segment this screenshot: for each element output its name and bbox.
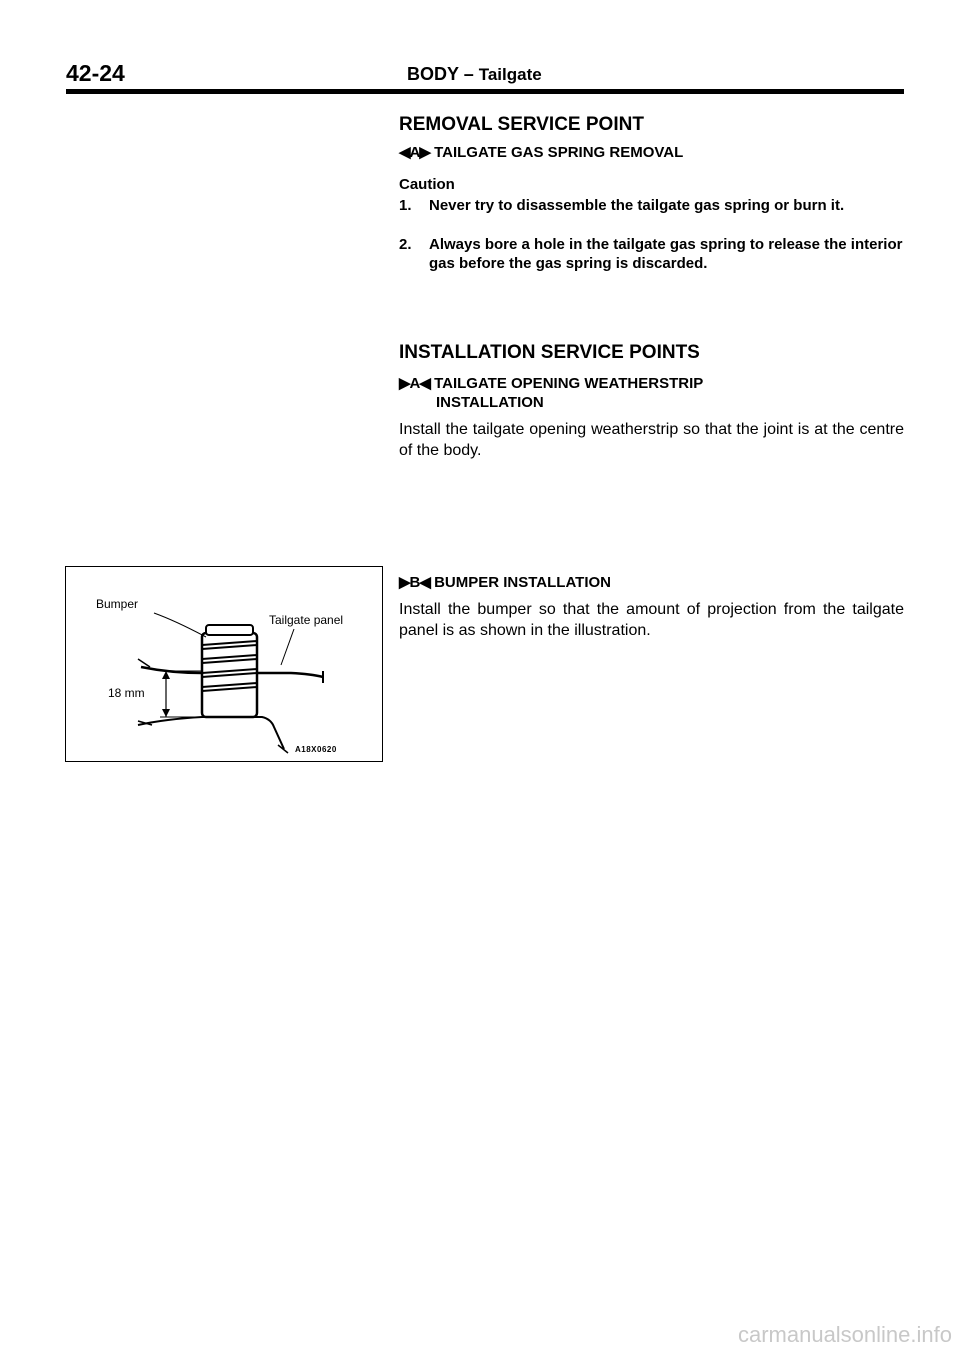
caution-item-number: 2. (399, 236, 412, 253)
caution-item-1 (399, 196, 904, 215)
bumper-cap (206, 625, 253, 635)
figure-code: A18X0620 (295, 745, 337, 754)
weatherstrip-marker: ▶A◀ (399, 375, 430, 392)
weatherstrip-subheading (399, 374, 703, 412)
caution-item-number: 1. (399, 197, 412, 214)
panel-lower-line (138, 717, 284, 749)
caution-item-2 (399, 235, 904, 273)
panel-break-mark-left (138, 659, 150, 667)
header-rule (66, 89, 904, 94)
removal-subheading-text: TAILGATE GAS SPRING REMOVAL (434, 144, 684, 161)
dimension-callout: 18 mm (108, 686, 145, 700)
removal-heading: REMOVAL SERVICE POINT (399, 114, 644, 135)
page-number: 42-24 (66, 60, 125, 86)
subsection-name: Tailgate (478, 65, 542, 84)
caution-item-text: Always bore a hole in the tailgate gas spring to release the interior gas before the gas spring is discarded. (429, 236, 903, 272)
removal-subheading (399, 143, 683, 162)
weatherstrip-subheading-line2: INSTALLATION (436, 394, 544, 411)
bumper-illustration (65, 566, 383, 762)
tailgate-panel-callout: Tailgate panel (269, 613, 344, 627)
bumper-subheading-text: BUMPER INSTALLATION (434, 574, 612, 591)
bumper-subheading (399, 573, 611, 592)
bumper-instruction: Install the bumper so that the amount of projection from the tailgate panel is as shown in the illustration. (399, 601, 904, 639)
removal-marker: ◀A▶ (399, 144, 430, 161)
weatherstrip-instruction: Install the tailgate opening weatherstrip so that the joint is at the centre of the body. (399, 421, 904, 459)
section-name: BODY (407, 64, 459, 84)
page-title (407, 64, 542, 85)
bumper-leader (154, 613, 206, 637)
installation-heading: INSTALLATION SERVICE POINTS (399, 342, 700, 363)
caution-label: Caution (399, 176, 455, 193)
title-dash: – (463, 64, 474, 84)
caution-item-text: Never try to disassemble the tailgate gas spring or burn it. (429, 197, 845, 214)
panel-leader (281, 629, 294, 665)
bumper-marker: ▶B◀ (399, 574, 430, 591)
weatherstrip-subheading-line1: TAILGATE OPENING WEATHERSTRIP (434, 375, 704, 392)
bumper-callout: Bumper (96, 597, 139, 611)
watermark: carmanualsonline.info (737, 1322, 952, 1347)
